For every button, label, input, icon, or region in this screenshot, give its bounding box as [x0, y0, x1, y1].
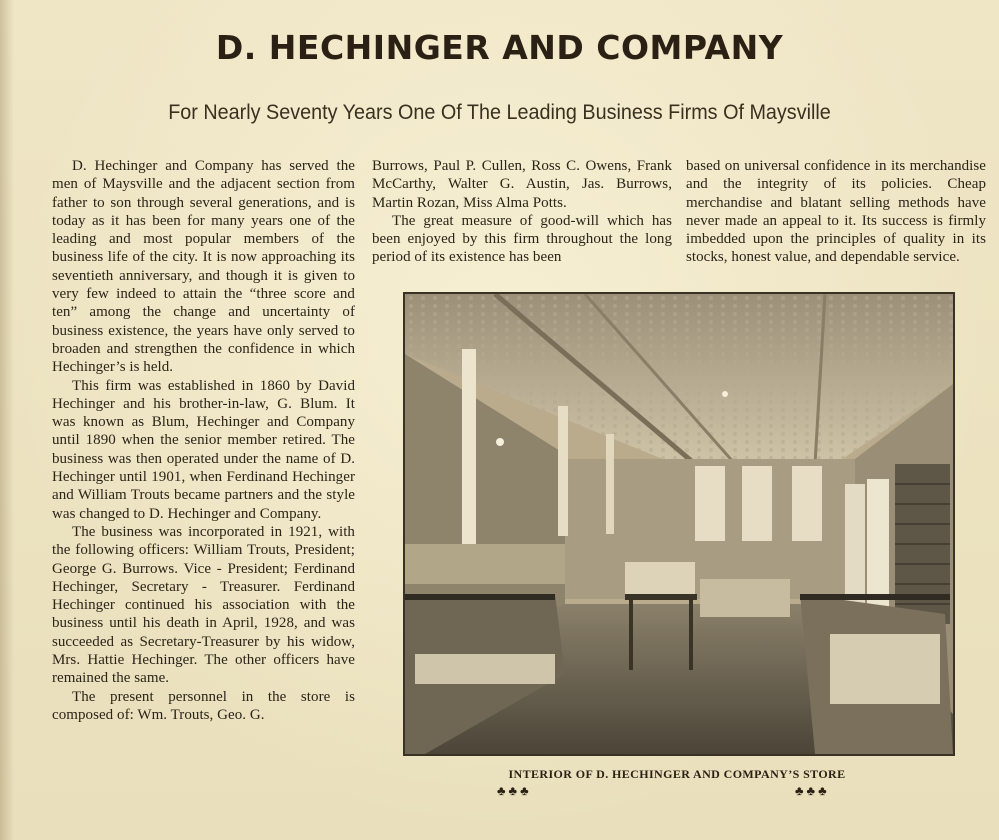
text-column-2	[372, 157, 672, 267]
store-interior-photo	[403, 292, 955, 756]
article-title: D. HECHINGER AND COMPANY	[215, 28, 784, 67]
store-interior-illustration	[405, 294, 953, 754]
paragraph: This firm was established in 1860 by David Hechinger and his brother-in-law, G. Blum. It was known as Blum, Hechinger and Company until 1890 when the senior member retired. The business was then operated under the name of D. Hechinger until 1901, when Ferdinand Hechinger and William Trouts became partners and the style was changed to D. Hechinger and Company.	[52, 377, 355, 522]
paragraph: The present personnel in the store is composed of: Wm. Trouts, Geo. G.	[52, 688, 355, 723]
paragraph: Burrows, Paul P. Cullen, Ross C. Owens, Frank McCarthy, Walter G. Austin, Jas. Burrows, Martin Rozan, Miss Alma Potts.	[372, 158, 672, 211]
paragraph: The great measure of good-will which has been enjoyed by this firm throughout the long period of its existence has been	[372, 212, 672, 266]
text-column-1	[52, 157, 355, 724]
page-spine-shadow	[0, 0, 14, 840]
photo-caption: INTERIOR OF D. HECHINGER AND COMPANY’S STORE	[508, 767, 846, 781]
article-subtitle: For Nearly Seventy Years One Of The Leading Business Firms Of Maysville	[168, 100, 831, 124]
club-ornament-left: ♣♣♣	[497, 783, 532, 798]
paragraph: D. Hechinger and Company has served the men of Maysville and the adjacent section from father to son through several generations, and is today as it has been for many years one of the leading and most popular members of the business life of the city. It is now approaching its seventieth anniversary, and though it is given to very few indeed to attain the “three score and ten” among the change and uncertainty of business existence, the years have only served to broaden and strengthen the confidence in which Hechinger’s is held.	[52, 158, 355, 376]
paragraph: based on universal confidence in its merchandise and the integrity of its policies. Cheap merchandise and blatant selling methods have never made an appeal to it. Its success is firmly imbedded upon the principles of quality in its stocks, honest value, and dependable service.	[686, 158, 986, 266]
paragraph: The business was incorporated in 1921, with the following officers: William Trouts, President; George G. Burrows. Vice - President; Ferdinand Hechinger, Secretary - Treasurer. Ferdinand Hechinger continued his association with the business until his death in April, 1928, and was succeeded as Secretary-Treasurer by his widow, Mrs. Hattie Hechinger. The other officers have remained the same.	[52, 523, 355, 687]
club-ornament-right: ♣♣♣	[795, 783, 830, 798]
text-column-3	[686, 157, 986, 267]
